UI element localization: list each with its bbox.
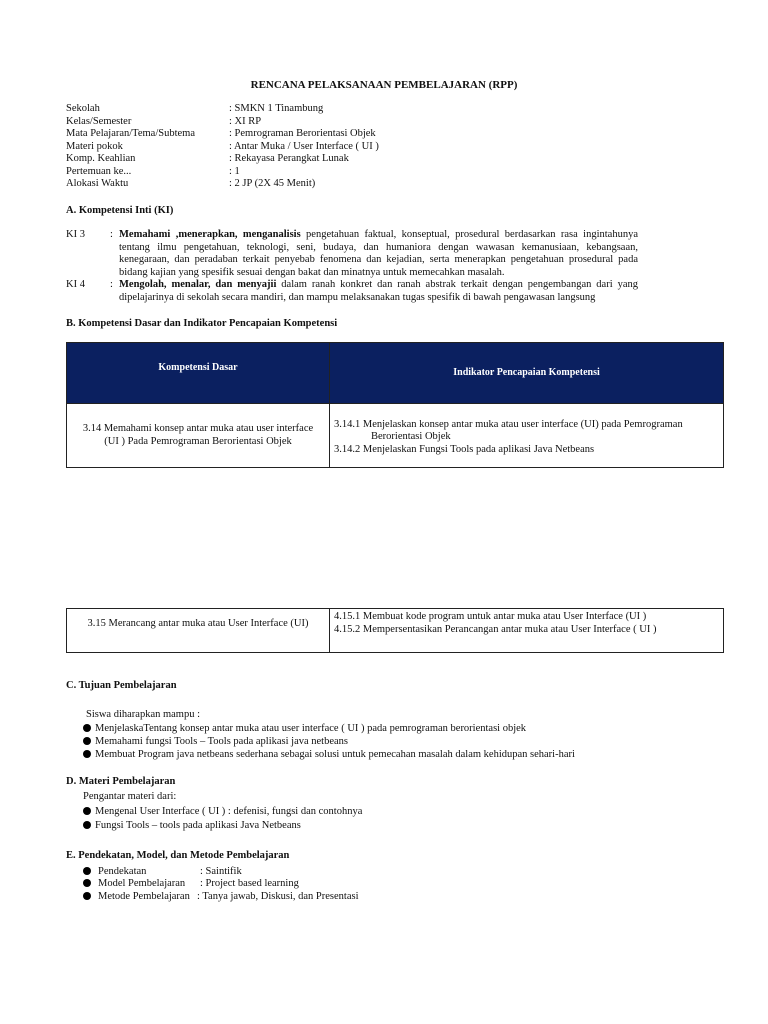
section-a-heading: A. Kompetensi Inti (KI) bbox=[66, 205, 174, 216]
info-label: Mata Pelajaran/Tema/Subtema bbox=[66, 128, 196, 139]
ki4-bold: Mengolah, menalar, dan menyajii bbox=[119, 279, 277, 290]
kd-cell bbox=[67, 404, 330, 468]
ki3-text bbox=[119, 229, 638, 279]
bullet-icon bbox=[83, 724, 91, 732]
section-d-intro: Pengantar materi dari: bbox=[83, 791, 177, 802]
ki3-colon: : bbox=[110, 229, 113, 240]
info-label: Komp. Keahlian bbox=[66, 153, 136, 164]
indicator-line: 4.15.1 Membuat kode program untuk antar muka atau User Interface (UI ) bbox=[334, 611, 647, 622]
bullet-icon bbox=[83, 737, 91, 745]
info-value: : Pemrograman Berorientasi Objek bbox=[229, 128, 376, 139]
bullet-icon bbox=[83, 867, 91, 875]
ki3-code: KI 3 bbox=[66, 229, 85, 240]
section-e-heading: E. Pendekatan, Model, dan Metode Pembelajaran bbox=[66, 850, 290, 861]
info-value: : XI RP bbox=[229, 115, 262, 127]
list-item-value: : Project based learning bbox=[200, 878, 299, 889]
bullet-icon bbox=[83, 821, 91, 829]
section-c-heading: C. Tujuan Pembelajaran bbox=[66, 680, 177, 691]
info-value: : 1 bbox=[229, 165, 240, 177]
ki3-body: pengetahuan faktual, konseptual, prosedural berdasarkan rasa ingintahunya tentang ilmu pengetahuan, teknologi, seni, budaya, dan humaniora dengan wawasan kemanusiaan, kebangsaan, kenegaraan, dan peradaban terkait penyebab fenomena dan kejadian, serta menerapkan pengetahuan prosedural pada bidang kajian yang spesifik sesuai dengan bakat dan minatnya untuk memecahkan masalah. bbox=[119, 229, 639, 278]
info-label: Kelas/Semester bbox=[66, 115, 132, 127]
info-row-keahlian bbox=[66, 153, 706, 166]
ki4-colon: : bbox=[110, 279, 113, 290]
indicator-header-cell: Indikator Pencapaian Kompetensi bbox=[330, 343, 724, 404]
indicator-line: 4.15.2 Mempersentasikan Perancangan antar muka atau User Interface ( UI ) bbox=[334, 623, 657, 635]
info-value: : Antar Muka / User Interface ( UI ) bbox=[229, 140, 379, 152]
indicator-line: 3.14.1 Menjelaskan konsep antar muka atau user interface (UI) pada Pemrograman bbox=[334, 418, 683, 430]
kd-table-continued bbox=[66, 608, 724, 653]
indicator-line: Berorientasi Objek bbox=[371, 431, 451, 443]
kd-line: (UI ) Pada Pemrograman Berorientasi Objek bbox=[104, 435, 292, 447]
list-item-text: Mengenal User Interface ( UI ) : defenisi, fungsi dan contohnya bbox=[95, 806, 363, 817]
list-item bbox=[83, 736, 348, 749]
info-row-mapel bbox=[66, 128, 706, 141]
info-row-alokasi bbox=[66, 178, 706, 191]
info-label: Pertemuan ke... bbox=[66, 165, 132, 177]
section-c-intro: Siswa diharapkan mampu : bbox=[86, 709, 201, 720]
bullet-icon bbox=[83, 892, 91, 900]
indicator-cell bbox=[330, 404, 724, 468]
kd-header-cell: Kompetensi Dasar bbox=[67, 343, 330, 404]
list-item-label: Model Pembelajaran bbox=[98, 878, 186, 889]
info-row-materi bbox=[66, 141, 706, 154]
ki4-body: dalam ranah konkret dan ranah abstrak terkait dengan pengembangan dari yang dipelajarinya di sekolah secara mandiri, dan mampu melaksanakan tugas spesifik di bawah pengawasan langsung bbox=[119, 279, 638, 303]
table-row bbox=[67, 404, 724, 468]
bullet-icon bbox=[83, 807, 91, 815]
kd-line: 3.14 Memahami konsep antar muka atau user interface bbox=[82, 423, 314, 434]
section-d-heading: D. Materi Pembelajaran bbox=[66, 776, 176, 787]
list-item bbox=[83, 866, 242, 879]
list-item-label: Metode Pembelajaran bbox=[98, 891, 190, 902]
info-row-sekolah bbox=[66, 103, 706, 116]
kd-table-header bbox=[67, 343, 724, 404]
bullet-icon bbox=[83, 879, 91, 887]
info-row-kelas bbox=[66, 116, 706, 129]
info-row-pertemuan bbox=[66, 166, 706, 179]
document-title: RENCANA PELAKSANAAN PEMBELAJARAN (RPP) bbox=[250, 79, 518, 91]
list-item-value: : Tanya jawab, Diskusi, dan Presentasi bbox=[197, 891, 359, 902]
kd-table bbox=[66, 342, 724, 468]
info-value: : Rekayasa Perangkat Lunak bbox=[229, 153, 349, 164]
info-value: : SMKN 1 Tinambung bbox=[229, 103, 324, 114]
list-item bbox=[83, 891, 359, 904]
list-item-text: Membuat Program java netbeans sederhana sebagai solusi untuk pemecahan masalah dalam kehidupan sehari-hari bbox=[95, 749, 575, 760]
info-label: Sekolah bbox=[66, 103, 100, 114]
list-item bbox=[83, 806, 362, 819]
list-item bbox=[83, 878, 299, 891]
table-row bbox=[67, 609, 724, 653]
list-item-text: MenjelaskaTentang konsep antar muka atau user interface ( UI ) pada pemrograman berorientasi objek bbox=[95, 723, 527, 734]
indicator-line: 3.14.2 Menjelaskan Fungsi Tools pada aplikasi Java Netbeans bbox=[334, 443, 595, 455]
ki4-code: KI 4 bbox=[66, 279, 85, 290]
info-label: Materi pokok bbox=[66, 140, 123, 152]
ki4-block bbox=[66, 279, 638, 304]
indicator-cell bbox=[330, 609, 724, 653]
list-item bbox=[83, 749, 575, 762]
section-b-heading: B. Kompetensi Dasar dan Indikator Pencapaian Kompetensi bbox=[66, 318, 338, 329]
kd-cell: 3.15 Merancang antar muka atau User Interface (UI) bbox=[67, 609, 330, 653]
list-item bbox=[83, 723, 526, 736]
ki4-text bbox=[119, 279, 638, 304]
bullet-icon bbox=[83, 750, 91, 758]
list-item-value: : Saintifik bbox=[200, 866, 242, 877]
list-item-text: Memahami fungsi Tools – Tools pada aplikasi java netbeans bbox=[95, 736, 349, 747]
ki3-block bbox=[66, 229, 638, 279]
info-value: : 2 JP (2X 45 Menit) bbox=[229, 178, 316, 189]
info-label: Alokasi Waktu bbox=[66, 178, 129, 189]
ki3-bold: Memahami ,menerapkan, menganalisis bbox=[119, 229, 301, 240]
list-item-text: Fungsi Tools – tools pada aplikasi Java Netbeans bbox=[95, 820, 301, 831]
list-item bbox=[83, 820, 301, 833]
list-item-label: Pendekatan bbox=[98, 866, 147, 877]
